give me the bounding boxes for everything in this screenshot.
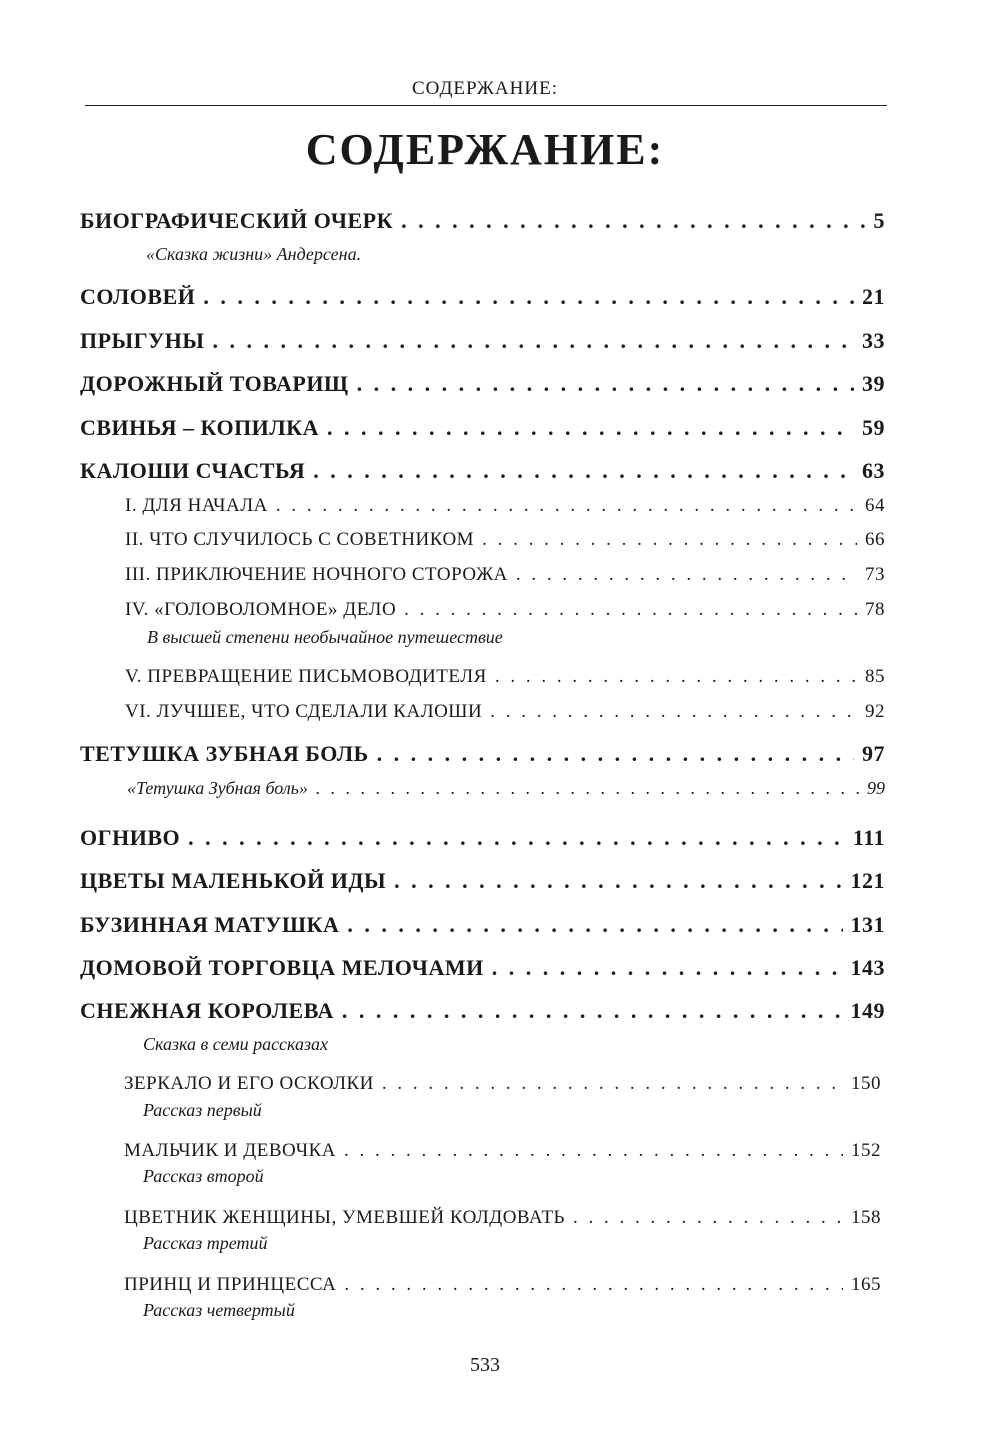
toc-subentry[interactable]: [124, 1140, 881, 1162]
running-head: СОДЕРЖАНИЕ:: [412, 78, 558, 99]
dot-leader: [344, 1274, 843, 1296]
toc-entry-page: 66: [865, 529, 885, 550]
page-number: 533: [470, 1354, 500, 1376]
toc-entry[interactable]: [80, 458, 885, 484]
toc-entry-title: СОЛОВЕЙ: [80, 284, 196, 309]
toc-entry[interactable]: [80, 284, 885, 310]
toc-entry-note: Рассказ третий: [143, 1233, 268, 1253]
toc-entry-title: IV. «ГОЛОВОЛОМНОЕ» ДЕЛО: [125, 599, 397, 620]
toc-entry-note: Рассказ второй: [143, 1166, 264, 1186]
toc-entry[interactable]: [80, 825, 885, 851]
toc-entry-note: «Сказка жизни» Андерсена.: [146, 244, 362, 264]
toc-entry-title: ДОМОВОЙ ТОРГОВЦА МЕЛОЧАМИ: [80, 955, 484, 980]
toc-entry-title: ПРЫГУНЫ: [80, 328, 205, 353]
toc-entry-title: БУЗИННАЯ МАТУШКА: [80, 912, 340, 937]
dot-leader: [327, 415, 854, 441]
dot-leader: [203, 284, 854, 310]
toc-entry-page: 111: [852, 825, 885, 850]
toc-subentry[interactable]: [125, 495, 885, 517]
toc-entry-note: Сказка в семи рассказах: [143, 1034, 329, 1054]
toc-entry-page: 63: [862, 458, 885, 483]
toc-entry-title: ЦВЕТЫ МАЛЕНЬКОЙ ИДЫ: [80, 868, 387, 893]
toc-entry-note: В высшей степени необычайное путешествие: [147, 627, 503, 647]
toc-entry-page: 73: [865, 564, 885, 585]
dot-leader: [394, 868, 842, 894]
dot-leader: [213, 328, 854, 354]
toc-entry[interactable]: [80, 328, 885, 354]
page-title: СОДЕРЖАНИЕ:: [305, 125, 665, 174]
dot-leader: [516, 564, 857, 586]
dot-leader: [344, 1140, 843, 1162]
toc-entry-page: 165: [851, 1274, 881, 1295]
toc-entry[interactable]: [80, 741, 885, 767]
dot-leader: [490, 701, 857, 723]
toc-entry-title: ТЕТУШКА ЗУБНАЯ БОЛЬ: [80, 741, 369, 766]
toc-subentry[interactable]: [125, 564, 885, 586]
toc-entry[interactable]: [80, 868, 885, 894]
toc-entry-title: ОГНИВО: [80, 825, 181, 850]
toc-entry-title: ПРИНЦ И ПРИНЦЕССА: [124, 1274, 337, 1295]
toc-entry[interactable]: [80, 912, 885, 938]
dot-leader: [347, 912, 842, 938]
toc-subentry[interactable]: [125, 701, 885, 723]
dot-leader: [495, 666, 857, 688]
toc-entry-title: I. ДЛЯ НАЧАЛА: [125, 495, 268, 516]
toc-entry-title: «Тетушка Зубная боль»: [127, 778, 308, 798]
dot-leader: [377, 741, 854, 767]
toc-entry-page: 150: [851, 1073, 881, 1094]
toc-entry-page: 33: [862, 328, 885, 353]
toc-entry-title: ЗЕРКАЛО И ЕГО ОСКОЛКИ: [124, 1073, 374, 1094]
toc-entry-page: 5: [873, 208, 885, 233]
toc-subentry[interactable]: [125, 666, 885, 688]
dot-leader: [492, 955, 843, 981]
toc-entry-page: 121: [850, 868, 885, 893]
toc-entry[interactable]: [80, 208, 885, 234]
toc-entry[interactable]: [80, 415, 885, 441]
toc-subentry[interactable]: [124, 1274, 881, 1296]
dot-leader: [276, 495, 857, 517]
dot-leader: [404, 599, 857, 621]
toc-entry-note: Рассказ четвертый: [143, 1300, 295, 1320]
toc-entry-page: 158: [851, 1207, 881, 1228]
toc-subentry[interactable]: [125, 599, 885, 621]
toc-entry-title: V. ПРЕВРАЩЕНИЕ ПИСЬМОВОДИТЕЛЯ: [125, 666, 487, 687]
toc-entry-page: 85: [865, 666, 885, 687]
toc-subentry[interactable]: [125, 529, 885, 551]
toc-entry-title: ДОРОЖНЫЙ ТОВАРИЩ: [80, 371, 349, 396]
toc-entry-title: III. ПРИКЛЮЧЕНИЕ НОЧНОГО СТОРОЖА: [125, 564, 508, 585]
toc-entry-page: 64: [865, 495, 885, 516]
toc-entry[interactable]: [80, 998, 885, 1024]
dot-leader: [357, 371, 854, 397]
dot-leader: [313, 458, 854, 484]
dot-leader: [382, 1073, 843, 1095]
toc-entry-page: 92: [865, 701, 885, 722]
dot-leader: [482, 529, 857, 551]
toc-entry-title: VI. ЛУЧШЕЕ, ЧТО СДЕЛАЛИ КАЛОШИ: [125, 701, 483, 722]
toc-entry-note: Рассказ первый: [143, 1100, 262, 1120]
toc-entry[interactable]: [80, 371, 885, 397]
toc-entry-page: 99: [867, 778, 885, 798]
toc-entry-page: 149: [850, 998, 885, 1023]
toc-entry-page: 59: [862, 415, 885, 440]
toc-entry-title: СНЕЖНАЯ КОРОЛЕВА: [80, 998, 334, 1023]
toc-entry-page: 21: [862, 284, 885, 309]
toc-entry-title: ЦВЕТНИК ЖЕНЩИНЫ, УМЕВШЕЙ КОЛДОВАТЬ: [124, 1207, 565, 1228]
toc-subentry[interactable]: [127, 778, 885, 799]
toc-entry-title: СВИНЬЯ – КОПИЛКА: [80, 415, 320, 440]
toc-entry-page: 78: [865, 599, 885, 620]
toc-subentry[interactable]: [124, 1073, 881, 1095]
toc-entry-page: 97: [862, 741, 885, 766]
toc-entry-title: КАЛОШИ СЧАСТЬЯ: [80, 458, 306, 483]
toc-entry-page: 152: [851, 1140, 881, 1161]
dot-leader: [573, 1207, 843, 1229]
toc-entry-title: МАЛЬЧИК И ДЕВОЧКА: [124, 1140, 336, 1161]
toc-subentry[interactable]: [124, 1207, 881, 1229]
dot-leader: [316, 778, 859, 799]
header-rule: [85, 105, 887, 106]
dot-leader: [401, 208, 865, 234]
toc-entry-title: БИОГРАФИЧЕСКИЙ ОЧЕРК: [80, 208, 394, 233]
dot-leader: [188, 825, 845, 851]
toc-entry-page: 131: [850, 912, 885, 937]
toc-entry-page: 39: [862, 371, 885, 396]
toc-entry[interactable]: [80, 955, 885, 981]
toc-entry-page: 143: [850, 955, 885, 980]
toc-entry-title: II. ЧТО СЛУЧИЛОСЬ С СОВЕТНИКОМ: [125, 529, 475, 550]
dot-leader: [342, 998, 843, 1024]
